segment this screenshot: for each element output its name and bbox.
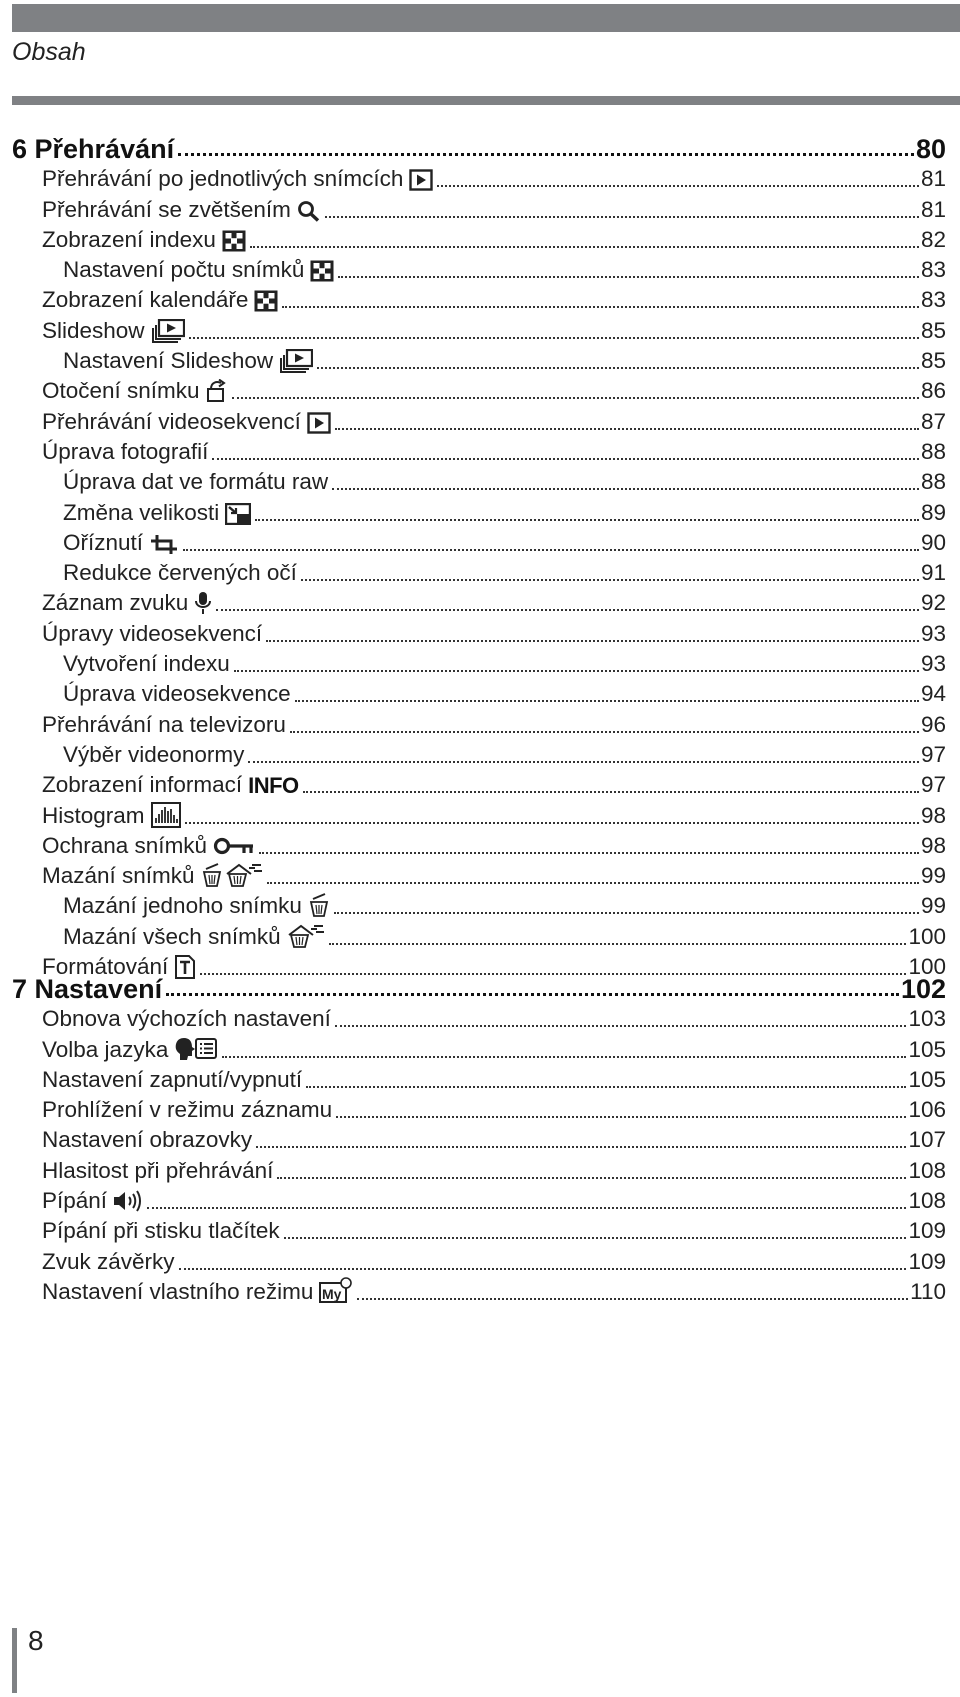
dot-leader bbox=[301, 578, 919, 581]
dot-leader bbox=[189, 336, 919, 339]
toc-entry-label: Přehrávání videosekvencí bbox=[42, 408, 301, 434]
dot-leader bbox=[232, 396, 919, 399]
toc-entry-label: Slideshow bbox=[42, 317, 145, 343]
footer-bar bbox=[12, 1628, 17, 1693]
toc-entry-page: 99 bbox=[920, 893, 946, 919]
dot-leader bbox=[183, 548, 919, 551]
dot-leader bbox=[212, 457, 919, 460]
dot-leader bbox=[185, 821, 919, 824]
toc-entry[interactable] bbox=[12, 1123, 946, 1153]
dot-leader bbox=[284, 1236, 907, 1239]
toc-entry-label: Přehrávání na televizoru bbox=[42, 711, 286, 737]
dot-leader bbox=[290, 730, 919, 733]
toc-entry-page: 98 bbox=[920, 802, 946, 828]
toc-entry-page: 83 bbox=[920, 257, 946, 283]
slideshow-icon bbox=[151, 319, 185, 343]
dot-leader bbox=[336, 1115, 906, 1118]
toc-entry-label: Úprava dat ve formátu raw bbox=[63, 469, 329, 495]
toc-entry-label: Úprava fotografií bbox=[42, 438, 209, 464]
dot-leader bbox=[178, 152, 914, 156]
toc-entry-label: Nastavení obrazovky bbox=[42, 1127, 253, 1153]
trash-all-icon bbox=[287, 923, 325, 949]
dot-leader bbox=[295, 699, 919, 702]
trash-pair-icon bbox=[201, 862, 263, 888]
microphone-icon bbox=[194, 591, 212, 615]
toc-entry-page: 97 bbox=[920, 772, 946, 798]
chapter-page: 102 bbox=[900, 974, 946, 1004]
my-mode-icon bbox=[319, 1276, 353, 1304]
toc-entry-page: 108 bbox=[908, 1188, 946, 1214]
chapter-heading[interactable] bbox=[12, 122, 946, 162]
toc-entry-label: Nastavení vlastního režimu bbox=[42, 1278, 314, 1304]
toc-entry-page: 87 bbox=[920, 408, 946, 434]
toc-entry[interactable] bbox=[12, 374, 946, 404]
toc-entry-label: Otočení snímku bbox=[42, 378, 200, 404]
toc-entry[interactable] bbox=[12, 919, 946, 949]
toc-entry-page: 92 bbox=[920, 590, 946, 616]
dot-leader bbox=[282, 305, 919, 308]
toc-entry-label: Záznam zvuku bbox=[42, 590, 189, 616]
dot-leader bbox=[277, 1176, 906, 1179]
index-grid-icon bbox=[254, 290, 278, 312]
key-icon bbox=[213, 836, 255, 858]
toc-entry[interactable] bbox=[12, 465, 946, 495]
toc-entry-label: Nastavení Slideshow bbox=[63, 348, 274, 374]
page-title: Obsah bbox=[12, 38, 86, 66]
dot-leader bbox=[437, 184, 919, 187]
toc-entry-page: 81 bbox=[920, 166, 946, 192]
toc-entry-label: Nastavení zapnutí/vypnutí bbox=[42, 1066, 303, 1092]
toc-entry[interactable] bbox=[12, 677, 946, 707]
toc-entry-page: 109 bbox=[908, 1218, 946, 1244]
dot-leader bbox=[357, 1297, 908, 1300]
toc-chapter-7 bbox=[12, 962, 946, 1305]
trash-single-icon bbox=[308, 892, 330, 918]
toc-entry-label: Redukce červených očí bbox=[63, 560, 297, 586]
dot-leader bbox=[303, 790, 919, 793]
toc-entry[interactable] bbox=[12, 889, 946, 919]
toc-entry-page: 96 bbox=[920, 711, 946, 737]
toc-entry-page: 93 bbox=[920, 620, 946, 646]
histogram-icon bbox=[151, 802, 181, 828]
toc-entry[interactable] bbox=[12, 798, 946, 828]
dot-leader bbox=[332, 487, 919, 490]
toc-entry[interactable] bbox=[12, 344, 946, 374]
toc-entry-page: 97 bbox=[920, 741, 946, 767]
toc-entry-label: Pípání při stisku tlačítek bbox=[42, 1218, 280, 1244]
toc-entry[interactable] bbox=[12, 253, 946, 283]
dot-leader bbox=[266, 639, 919, 642]
toc-entry[interactable] bbox=[12, 495, 946, 525]
chapter-title: 7 Nastavení bbox=[12, 974, 163, 1004]
toc-entry-page: 89 bbox=[920, 499, 946, 525]
toc-entry-page: 85 bbox=[920, 317, 946, 343]
toc-entry[interactable] bbox=[12, 283, 946, 313]
info-icon: INFO bbox=[248, 773, 299, 799]
toc-entry-label: Ochrana snímků bbox=[42, 832, 208, 858]
toc-entry[interactable] bbox=[12, 1184, 946, 1214]
toc-entry[interactable] bbox=[12, 1093, 946, 1123]
chapter-page: 80 bbox=[915, 134, 946, 164]
toc-entry[interactable] bbox=[12, 1153, 946, 1183]
dot-leader bbox=[234, 669, 919, 672]
chapter-heading[interactable] bbox=[12, 962, 946, 1002]
toc-entry-page: 108 bbox=[908, 1157, 946, 1183]
toc-entry[interactable] bbox=[12, 768, 946, 798]
toc-entry[interactable] bbox=[12, 859, 946, 889]
toc-entry[interactable] bbox=[12, 707, 946, 737]
dot-leader bbox=[335, 1024, 907, 1027]
dot-leader bbox=[335, 427, 919, 430]
toc-entry-page: 90 bbox=[920, 529, 946, 555]
index-grid-icon bbox=[222, 230, 246, 252]
toc-entry-page: 99 bbox=[920, 863, 946, 889]
toc-entry[interactable] bbox=[12, 1214, 946, 1244]
toc-entry-page: 81 bbox=[920, 196, 946, 222]
toc-entry-page: 88 bbox=[920, 469, 946, 495]
toc-entry-page: 88 bbox=[920, 438, 946, 464]
toc-entry-page: 105 bbox=[908, 1036, 946, 1062]
header-divider bbox=[12, 96, 960, 105]
toc-entry-label: Nastavení počtu snímků bbox=[63, 257, 305, 283]
toc-entry-page: 109 bbox=[908, 1248, 946, 1274]
toc-entry-label: Mazání všech snímků bbox=[63, 923, 281, 949]
toc-entry-label: Úprava videosekvence bbox=[63, 681, 291, 707]
dot-leader bbox=[306, 1085, 906, 1088]
toc-chapter-6 bbox=[12, 122, 946, 980]
toc-entry[interactable] bbox=[12, 435, 946, 465]
magnifier-icon bbox=[297, 200, 321, 222]
toc-entry[interactable] bbox=[12, 526, 946, 556]
toc-entry-page: 83 bbox=[920, 287, 946, 313]
toc-entry[interactable] bbox=[12, 1032, 946, 1062]
toc-entry[interactable] bbox=[12, 162, 946, 192]
dot-leader bbox=[248, 760, 919, 763]
toc-entry-label: Obnova výchozích nastavení bbox=[42, 1006, 331, 1032]
slideshow-icon bbox=[279, 349, 313, 373]
toc-entry-label: Zobrazení informací bbox=[42, 772, 243, 798]
dot-leader bbox=[325, 215, 919, 218]
toc-entry[interactable] bbox=[12, 616, 946, 646]
toc-entry[interactable] bbox=[12, 586, 946, 616]
speaker-icon bbox=[113, 1189, 143, 1213]
toc-entry-label: Změna velikosti bbox=[63, 499, 220, 525]
dot-leader bbox=[317, 366, 919, 369]
dot-leader bbox=[222, 1055, 906, 1058]
resize-icon bbox=[225, 503, 251, 525]
rotate-icon bbox=[206, 379, 228, 403]
dot-leader bbox=[255, 518, 919, 521]
toc-entry[interactable] bbox=[12, 1275, 946, 1305]
dot-leader bbox=[256, 1145, 906, 1148]
dot-leader bbox=[147, 1206, 906, 1209]
toc-entry-label: Volba jazyka bbox=[42, 1036, 169, 1062]
toc-entry-page: 93 bbox=[920, 651, 946, 677]
toc-entry-label: Zvuk závěrky bbox=[42, 1248, 175, 1274]
dot-leader bbox=[329, 942, 907, 945]
toc-entry-page: 107 bbox=[908, 1127, 946, 1153]
dot-leader bbox=[334, 911, 919, 914]
header-bar bbox=[12, 4, 960, 32]
toc-entry-label: Hlasitost při přehrávání bbox=[42, 1157, 274, 1183]
toc-entry-label: Histogram bbox=[42, 802, 145, 828]
language-icon bbox=[174, 1036, 218, 1062]
toc-entry[interactable] bbox=[12, 223, 946, 253]
toc-entry-page: 105 bbox=[908, 1066, 946, 1092]
crop-icon bbox=[149, 533, 179, 555]
toc-entry[interactable] bbox=[12, 647, 946, 677]
toc-entry[interactable] bbox=[12, 1002, 946, 1032]
toc-entry-page: 86 bbox=[920, 378, 946, 404]
toc-entry-label: Zobrazení indexu bbox=[42, 226, 216, 252]
play-icon bbox=[307, 412, 331, 434]
chapter-title: 6 Přehrávání bbox=[12, 134, 175, 164]
dot-leader bbox=[216, 608, 919, 611]
toc-entry-page: 91 bbox=[920, 560, 946, 586]
dot-leader bbox=[250, 245, 919, 248]
toc-entry-label: Přehrávání se zvětšením bbox=[42, 196, 291, 222]
dot-leader bbox=[259, 851, 919, 854]
toc-entry-label: Mazání snímků bbox=[42, 863, 195, 889]
toc-entry-label: Přehrávání po jednotlivých snímcích bbox=[42, 166, 404, 192]
dot-leader bbox=[338, 275, 919, 278]
svg-text:My: My bbox=[322, 1285, 342, 1302]
toc-entry[interactable] bbox=[12, 192, 946, 222]
toc-entry[interactable] bbox=[12, 313, 946, 343]
toc-entry[interactable] bbox=[12, 1244, 946, 1274]
toc-entry[interactable] bbox=[12, 404, 946, 434]
toc-entry-label: Zobrazení kalendáře bbox=[42, 287, 249, 313]
toc-entry-page: 98 bbox=[920, 832, 946, 858]
toc-entry-page: 85 bbox=[920, 348, 946, 374]
toc-entry-page: 103 bbox=[908, 1006, 946, 1032]
toc-entry[interactable] bbox=[12, 1063, 946, 1093]
play-icon bbox=[409, 169, 433, 191]
toc-entry-page: 100 bbox=[908, 954, 946, 980]
toc-entry-label: Pípání bbox=[42, 1188, 108, 1214]
dot-leader bbox=[179, 1267, 907, 1270]
toc-entry-page: 94 bbox=[920, 681, 946, 707]
dot-leader bbox=[166, 992, 899, 996]
toc-entry-page: 110 bbox=[910, 1278, 946, 1304]
toc-entry[interactable] bbox=[12, 829, 946, 859]
dot-leader bbox=[267, 881, 919, 884]
page-number: 8 bbox=[28, 1625, 44, 1656]
toc-entry-label: Oříznutí bbox=[63, 529, 144, 555]
toc-entry-label: Vytvoření indexu bbox=[63, 651, 230, 677]
toc-entry-label: Mazání jednoho snímku bbox=[63, 893, 302, 919]
toc-entry-label: Prohlížení v režimu záznamu bbox=[42, 1097, 333, 1123]
toc-entry-page: 100 bbox=[908, 923, 946, 949]
index-grid-icon bbox=[310, 260, 334, 282]
toc-entry-page: 106 bbox=[908, 1097, 946, 1123]
toc-entry[interactable] bbox=[12, 738, 946, 768]
toc-entry-label: Úpravy videosekvencí bbox=[42, 620, 263, 646]
toc-entry-page: 82 bbox=[920, 226, 946, 252]
toc-entry-label: Výběr videonormy bbox=[63, 741, 245, 767]
toc-entry-label: Formátování bbox=[42, 954, 169, 980]
toc-entry[interactable] bbox=[12, 556, 946, 586]
